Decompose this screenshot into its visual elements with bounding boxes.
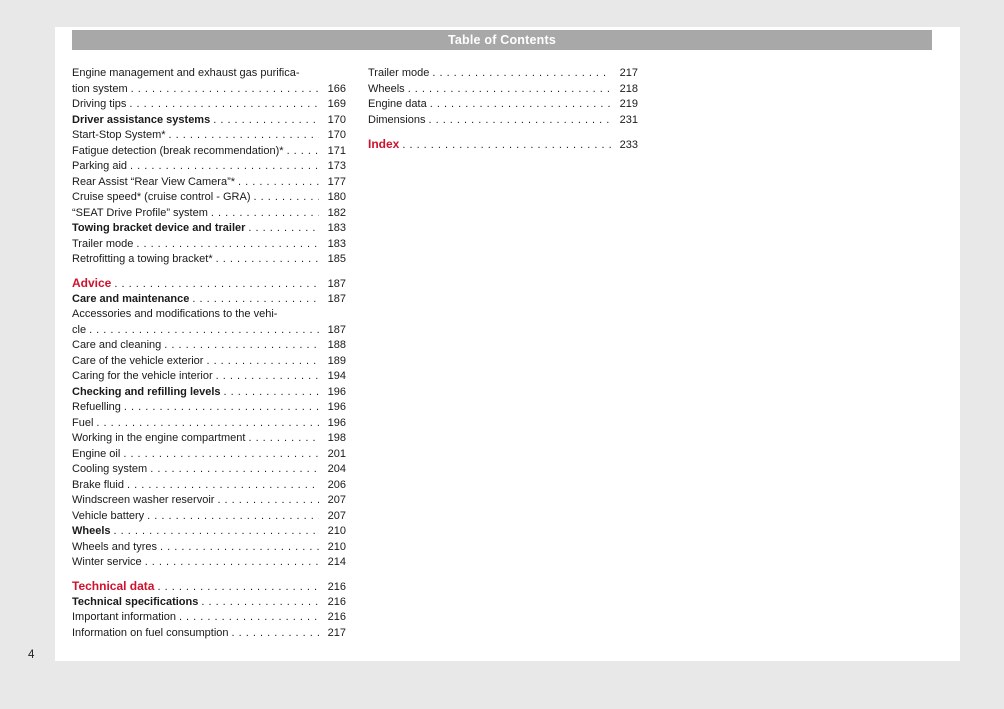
toc-row xyxy=(72,338,346,354)
toc-page-number: 194 xyxy=(327,370,346,382)
toc-row xyxy=(72,478,346,494)
page-title: Table of Contents xyxy=(447,33,557,47)
toc-dotted-leader xyxy=(96,416,319,432)
toc-row xyxy=(72,626,346,642)
toc-row xyxy=(72,97,346,113)
toc-entry-label: Engine oil xyxy=(72,447,121,460)
toc-page-number: 173 xyxy=(327,160,346,172)
toc-page-number: 170 xyxy=(327,129,346,141)
toc-dotted-leader xyxy=(89,323,319,339)
toc-entry-label: Windscreen washer reservoir xyxy=(72,494,215,506)
toc-entry-label: Cruise speed* (cruise control - GRA) xyxy=(72,191,251,203)
toc-entry-label: “SEAT Drive Profile” system xyxy=(72,206,208,219)
toc-page-number: 170 xyxy=(327,113,346,126)
toc-entry-label: Start-Stop System* xyxy=(72,129,166,141)
toc-page-number: 169 xyxy=(327,98,346,110)
toc-dotted-leader xyxy=(130,159,319,175)
toc-page-number: 210 xyxy=(327,540,346,553)
toc-dotted-leader xyxy=(224,385,319,401)
toc-dotted-leader xyxy=(124,400,319,416)
toc-page-number: 207 xyxy=(327,494,346,506)
toc-row xyxy=(72,595,346,611)
toc-dotted-leader xyxy=(248,431,319,447)
toc-page-number: 217 xyxy=(327,626,346,639)
toc-entry-label: Retrofitting a towing bracket* xyxy=(72,253,213,265)
toc-page-number: 218 xyxy=(619,82,638,95)
toc-page-number: 216 xyxy=(327,611,346,623)
toc-entry-label: Wheels and tyres xyxy=(72,540,157,553)
toc-row xyxy=(72,276,346,292)
toc-page-number: 185 xyxy=(327,253,346,265)
toc-dotted-leader xyxy=(216,252,319,268)
toc-row xyxy=(72,400,346,416)
toc-entry-label: Technical specifications xyxy=(72,595,199,608)
toc-entry-label: Engine management and exhaust gas purifica- xyxy=(72,67,300,79)
toc-row xyxy=(72,190,346,206)
toc-page-number: 207 xyxy=(327,509,346,522)
toc-page-number: 201 xyxy=(327,447,346,460)
toc-row xyxy=(72,431,346,447)
toc-page-number: 210 xyxy=(327,525,346,537)
toc-page-number: 198 xyxy=(327,432,346,444)
toc-entry-label: Dimensions xyxy=(368,113,426,126)
toc-dotted-leader xyxy=(432,66,611,82)
toc-dotted-leader xyxy=(131,82,319,98)
toc-page-number: 187 xyxy=(327,323,346,336)
toc-entry-label: Index xyxy=(368,136,400,151)
toc-dotted-leader xyxy=(114,277,319,293)
toc-entry-label: Engine data xyxy=(368,98,427,110)
toc-dotted-leader xyxy=(430,97,611,113)
toc-entry-label: Accessories and modifications to the vehi- xyxy=(72,308,278,320)
toc-entry-label: Trailer mode xyxy=(72,237,134,250)
toc-dotted-leader xyxy=(123,447,319,463)
toc-page-number: 183 xyxy=(327,237,346,250)
toc-page-number: 219 xyxy=(619,98,638,110)
toc-row xyxy=(72,579,346,595)
toc-dotted-leader xyxy=(217,493,319,509)
toc-dotted-leader xyxy=(192,292,319,308)
toc-dotted-leader xyxy=(238,175,319,191)
toc-row xyxy=(72,113,346,129)
toc-entry-label: Refuelling xyxy=(72,401,121,413)
toc-row xyxy=(72,292,346,308)
toc-entry-label: Care and maintenance xyxy=(72,292,190,305)
toc-page-number: 187 xyxy=(327,292,346,305)
toc-dotted-leader xyxy=(206,354,319,370)
toc-entry-label: Winter service xyxy=(72,556,142,568)
toc-entry-label: Trailer mode xyxy=(368,67,430,79)
toc-page-number: 231 xyxy=(619,113,638,126)
toc-row xyxy=(72,221,346,237)
toc-row xyxy=(72,307,346,323)
toc-page-number: 189 xyxy=(327,354,346,367)
document-page xyxy=(55,27,960,661)
toc-entry-label: Wheels xyxy=(368,82,405,95)
toc-entry-label: Caring for the vehicle interior xyxy=(72,370,213,382)
toc-row xyxy=(72,369,346,385)
toc-dotted-leader xyxy=(402,138,611,154)
toc-dotted-leader xyxy=(169,128,319,144)
toc-row xyxy=(368,82,638,98)
toc-row xyxy=(72,175,346,191)
toc-row xyxy=(72,82,346,98)
toc-dotted-leader xyxy=(254,190,319,206)
toc-row xyxy=(72,462,346,478)
toc-entry-label: cle xyxy=(72,323,87,336)
toc-page-number: 196 xyxy=(327,401,346,413)
toc-row xyxy=(72,206,346,222)
toc-entry-label: Vehicle battery xyxy=(72,509,145,522)
toc-entry-label: Fuel xyxy=(72,416,94,429)
toc-entry-label: Advice xyxy=(72,276,112,290)
toc-row xyxy=(72,385,346,401)
toc-row xyxy=(72,128,346,144)
toc-entry-label: Information on fuel consumption xyxy=(72,626,229,639)
toc-page-number: 233 xyxy=(619,138,638,151)
toc-entry-label: Parking aid xyxy=(72,160,128,172)
toc-row xyxy=(72,144,346,160)
toc-page-number: 216 xyxy=(327,595,346,608)
toc-page-number: 206 xyxy=(327,478,346,491)
toc-dotted-leader xyxy=(147,509,319,525)
toc-page-number: 216 xyxy=(327,581,346,593)
toc-column-left xyxy=(72,66,346,641)
toc-entry-label: Rear Assist “Rear View Camera”* xyxy=(72,175,236,188)
toc-row xyxy=(72,610,346,626)
toc-page-number: 166 xyxy=(327,82,346,95)
folio-page-number: 4 xyxy=(28,649,35,661)
toc-entry-label: Care and cleaning xyxy=(72,339,162,351)
toc-row xyxy=(72,66,346,82)
toc-dotted-leader xyxy=(157,580,319,596)
toc-row xyxy=(368,113,638,129)
toc-dotted-leader xyxy=(248,221,319,237)
toc-row xyxy=(72,159,346,175)
toc-row xyxy=(72,509,346,525)
toc-dotted-leader xyxy=(428,113,611,129)
toc-page-number: 187 xyxy=(327,278,346,290)
toc-page-number: 183 xyxy=(327,222,346,234)
toc-dotted-leader xyxy=(136,237,319,253)
toc-page-number: 214 xyxy=(327,556,346,568)
toc-column-right xyxy=(368,66,638,152)
toc-row xyxy=(368,97,638,113)
toc-page-number: 177 xyxy=(327,175,346,188)
toc-entry-label: Driver assistance systems xyxy=(72,113,211,126)
toc-dotted-leader xyxy=(114,524,319,540)
toc-page-number: 196 xyxy=(327,385,346,398)
toc-page-number: 196 xyxy=(327,416,346,429)
toc-entry-label: Wheels xyxy=(72,525,111,537)
toc-dotted-leader xyxy=(213,113,319,129)
toc-page-number: 217 xyxy=(619,67,638,79)
toc-dotted-leader xyxy=(129,97,319,113)
toc-dotted-leader xyxy=(179,610,319,626)
toc-dotted-leader xyxy=(150,462,319,478)
toc-dotted-leader xyxy=(287,144,319,160)
toc-header-bar xyxy=(72,30,932,50)
toc-page-number: 182 xyxy=(327,206,346,219)
toc-entry-label: Checking and refilling levels xyxy=(72,385,221,398)
toc-row xyxy=(72,540,346,556)
toc-entry-label: Care of the vehicle exterior xyxy=(72,354,204,367)
toc-dotted-leader xyxy=(127,478,319,494)
toc-entry-label: Driving tips xyxy=(72,98,127,110)
toc-entry-label: tion system xyxy=(72,82,128,95)
toc-page-number: 188 xyxy=(327,339,346,351)
toc-dotted-leader xyxy=(201,595,319,611)
toc-dotted-leader xyxy=(216,369,319,385)
toc-entry-label: Technical data xyxy=(72,579,155,593)
toc-page-number: 204 xyxy=(327,463,346,475)
toc-dotted-leader xyxy=(408,82,611,98)
toc-page-number: 180 xyxy=(327,191,346,203)
toc-row xyxy=(72,252,346,268)
toc-row xyxy=(72,447,346,463)
toc-row xyxy=(72,323,346,339)
toc-row xyxy=(72,237,346,253)
toc-dotted-leader xyxy=(160,540,319,556)
toc-entry-label: Working in the engine compartment xyxy=(72,432,246,444)
toc-entry-label: Important information xyxy=(72,611,176,623)
toc-entry-label: Brake fluid xyxy=(72,478,124,491)
toc-dotted-leader xyxy=(164,338,319,354)
toc-entry-label: Cooling system xyxy=(72,463,148,475)
toc-dotted-leader xyxy=(145,555,319,571)
toc-row xyxy=(72,354,346,370)
toc-dotted-leader xyxy=(211,206,319,222)
toc-entry-label: Fatigue detection (break recommendation)* xyxy=(72,144,284,157)
toc-row xyxy=(368,137,638,153)
toc-row xyxy=(368,66,638,82)
toc-entry-label: Towing bracket device and trailer xyxy=(72,222,246,234)
toc-dotted-leader xyxy=(232,626,319,642)
toc-row xyxy=(72,416,346,432)
toc-row xyxy=(72,524,346,540)
toc-page-number: 171 xyxy=(327,144,346,157)
toc-row xyxy=(72,493,346,509)
toc-row xyxy=(72,555,346,571)
